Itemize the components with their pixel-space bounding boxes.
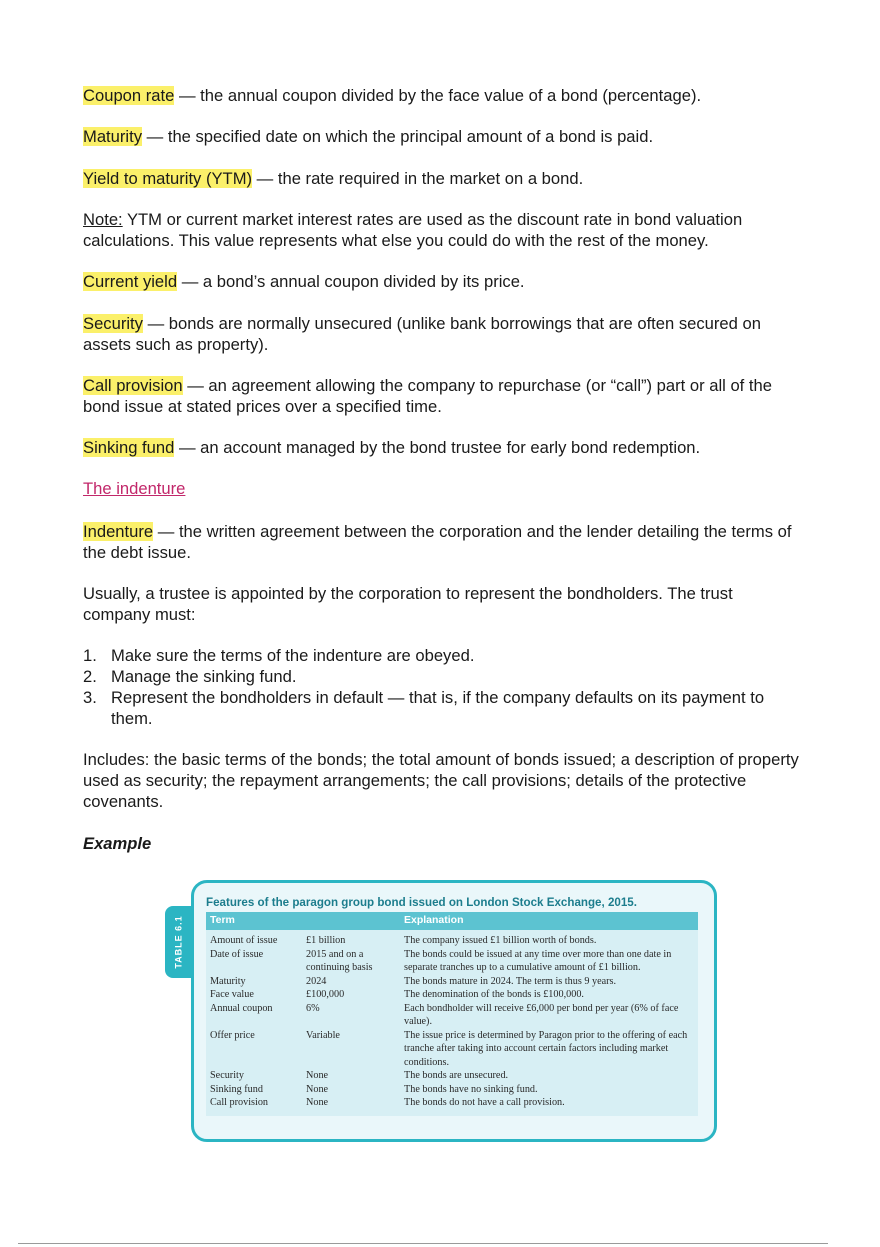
table-tab <box>165 906 193 978</box>
cell-term: Call provision <box>210 1097 269 1108</box>
table-figure <box>165 878 717 1140</box>
cell-explanation: The bonds do not have a call provision. <box>404 1097 565 1108</box>
cell-term: Security <box>210 1070 244 1081</box>
cell-explanation: The issue price is determined by Paragon prior to the offering of each tranche after taking into account certain factors including market conditions. <box>404 1029 688 1068</box>
list-number: 3. <box>83 688 97 707</box>
definition-ytm <box>83 168 803 189</box>
cell-value: None <box>306 1070 329 1081</box>
definition-text: — bonds are normally unsecured (unlike bank borrowings that are often secured on assets such as property). <box>83 314 761 354</box>
section-heading: The indenture <box>83 479 186 498</box>
cell-value: £100,000 <box>306 989 345 1000</box>
cell-term: Annual coupon <box>210 1002 273 1014</box>
definition-text: — the written agreement between the corporation and the lender detailing the terms of the debt issue. <box>83 522 792 562</box>
bond-features-table <box>206 912 698 1116</box>
definition-current-yield <box>83 271 803 292</box>
definition-indenture <box>83 521 803 563</box>
term-highlight: Coupon rate <box>83 86 175 105</box>
table-row <box>206 1002 698 1029</box>
cell-value: Variable <box>306 1029 340 1041</box>
table-row <box>206 930 698 948</box>
cell-explanation: The bonds have no sinking fund. <box>404 1083 538 1095</box>
header-term: Term <box>206 912 302 930</box>
cell-term: Sinking fund <box>210 1083 263 1095</box>
definition-sinking-fund <box>83 437 803 458</box>
term-highlight: Call provision <box>83 376 183 395</box>
cell-term: Face value <box>210 989 254 1000</box>
term-highlight: Maturity <box>83 127 143 146</box>
term-highlight: Yield to maturity (YTM) <box>83 169 253 188</box>
note-text: YTM or current market interest rates are used as the discount rate in bond valuation calculations. This value represents what else you could do with the rest of the money. <box>83 210 743 250</box>
cell-explanation: The company issued £1 billion worth of bonds. <box>404 935 597 946</box>
cell-term: Amount of issue <box>210 935 278 946</box>
cell-explanation: The bonds could be issued at any time over more than one date in separate tranches up to a cumulative amount of £1 billion. <box>404 948 672 973</box>
cell-explanation: Each bondholder will receive £6,000 per bond per year (6% of face value). <box>404 1002 679 1027</box>
list-item <box>83 687 803 729</box>
cell-value: 2024 <box>306 975 327 987</box>
term-highlight: Current yield <box>83 272 178 291</box>
list-item <box>83 666 803 687</box>
cell-value: 6% <box>306 1002 320 1014</box>
definition-text: — the rate required in the market on a bond. <box>252 169 584 188</box>
table-tab-label: TABLE 6.1 <box>173 915 184 969</box>
cell-term: Date of issue <box>210 948 264 960</box>
note-paragraph <box>83 209 803 251</box>
header-value <box>302 912 400 930</box>
table-row <box>206 1096 698 1116</box>
list-text: Make sure the terms of the indenture are obeyed. <box>111 646 475 665</box>
cell-value: £1 billion <box>306 935 346 946</box>
table-row <box>206 948 698 975</box>
cell-term: Offer price <box>210 1029 255 1041</box>
term-highlight: Sinking fund <box>83 438 175 457</box>
table-row <box>206 975 698 989</box>
page-footer-divider <box>18 1243 828 1244</box>
definition-maturity <box>83 126 803 147</box>
table-title: Features of the paragon group bond issued on London Stock Exchange, 2015. <box>206 896 637 909</box>
cell-explanation: The bonds mature in 2024. The term is thus 9 years. <box>404 975 617 987</box>
cell-value: None <box>306 1083 329 1095</box>
cell-value: None <box>306 1097 329 1108</box>
trustee-intro: Usually, a trustee is appointed by the corporation to represent the bondholders. The trust company must: <box>83 584 733 624</box>
list-text: Represent the bondholders in default — that is, if the company defaults on its payment to them. <box>111 688 765 728</box>
cell-term: Maturity <box>210 975 246 987</box>
definition-call-provision <box>83 375 803 417</box>
header-explanation: Explanation <box>400 912 698 930</box>
definition-text: — the annual coupon divided by the face value of a bond (percentage). <box>174 86 702 105</box>
cell-explanation: The denomination of the bonds is £100,000. <box>404 989 584 1000</box>
definition-text: — an account managed by the bond trustee for early bond redemption. <box>174 438 701 457</box>
note-label: Note: <box>83 210 123 229</box>
includes-paragraph: Includes: the basic terms of the bonds; the total amount of bonds issued; a description of property used as security; the repayment arrangements; the call provisions; details of the protective covenants. <box>83 750 799 811</box>
definition-security <box>83 313 803 355</box>
definition-text: — the specified date on which the principal amount of a bond is paid. <box>142 127 654 146</box>
table-row <box>206 1083 698 1097</box>
cell-value: 2015 and on a continuing basis <box>306 948 373 973</box>
example-heading: Example <box>83 834 152 853</box>
cell-explanation: The bonds are unsecured. <box>404 1070 509 1081</box>
definition-coupon-rate <box>83 85 803 106</box>
list-number: 2. <box>83 667 97 686</box>
table-row <box>206 1069 698 1083</box>
list-text: Manage the sinking fund. <box>111 667 297 686</box>
table-header-row <box>206 912 698 930</box>
list-number: 1. <box>83 646 97 665</box>
definition-text: — an agreement allowing the company to repurchase (or “call”) part or all of the bond issue at stated prices over a specified time. <box>83 376 772 416</box>
table-row <box>206 988 698 1002</box>
table-row <box>206 1029 698 1070</box>
trustee-duties-list <box>83 645 803 729</box>
term-highlight: Indenture <box>83 522 154 541</box>
list-item <box>83 645 803 666</box>
term-highlight: Security <box>83 314 143 333</box>
definition-text: — a bond’s annual coupon divided by its price. <box>177 272 525 291</box>
